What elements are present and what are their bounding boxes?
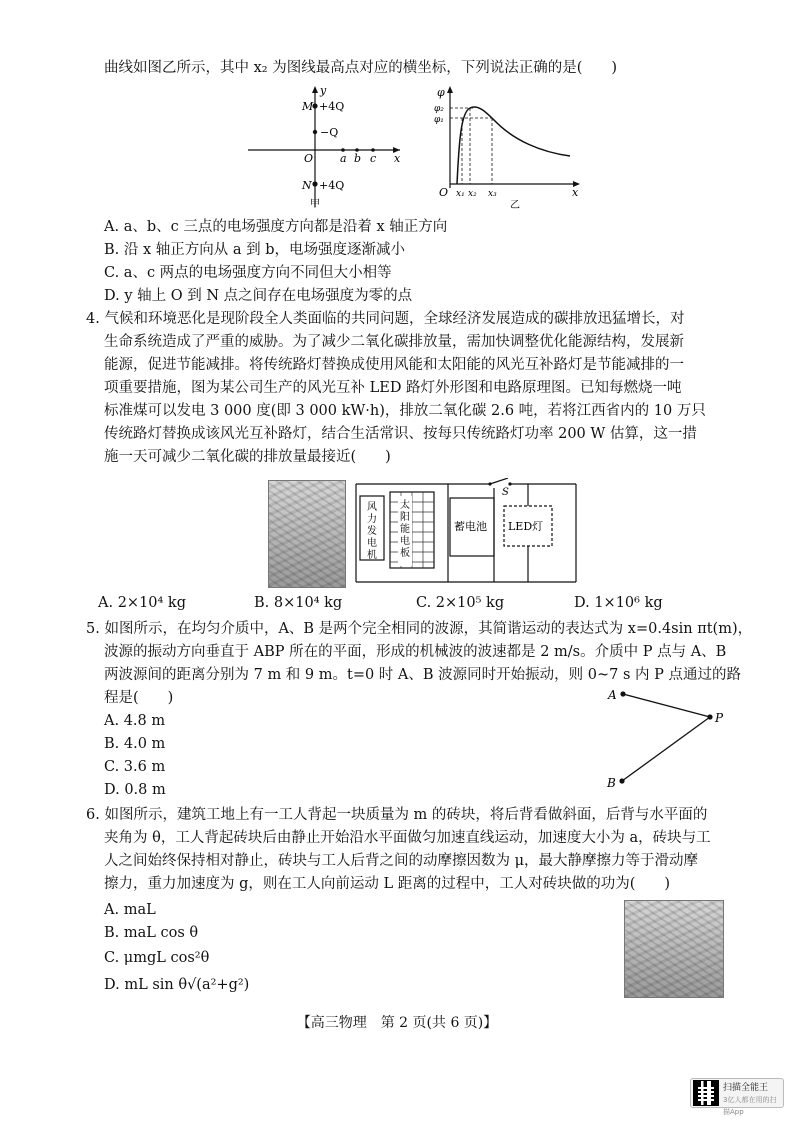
yi-phi2-label: φ₂ bbox=[434, 104, 444, 114]
q5-line-4: 程是( ) bbox=[104, 690, 174, 706]
yi-x3-label: x₃ bbox=[488, 189, 497, 199]
q5-line-2: 波源的振动方向垂直于 ABP 所在的平面，形成的机械波的波速都是 2 m/s。介质中 P 点与 A、B bbox=[104, 644, 727, 660]
q5-line-1: 5. 如图所示，在均匀介质中，A、B 是两个完全相同的波源，其简谐运动的表达式为 x=0.4sin πt(m)， bbox=[86, 621, 753, 637]
q4-line-4: 项重要措施，图为某公司生产的风光互补 LED 路灯外形图和电路原理图。已知每燃烧一吨 bbox=[104, 380, 682, 396]
jia-N-label: N bbox=[302, 179, 312, 192]
q5-option-d: D. 0.8 m bbox=[104, 782, 166, 798]
jia-q-top: +4Q bbox=[319, 100, 345, 113]
qr-code-icon bbox=[694, 1081, 718, 1105]
yi-x1-label: x₁ bbox=[456, 189, 465, 199]
circuit-led-label: LED灯 bbox=[508, 520, 544, 533]
page-footer: 【高三物理 第 2 页(共 6 页)】 bbox=[296, 1015, 498, 1031]
q4-option-d: D. 1×10⁶ kg bbox=[574, 595, 663, 611]
q3-stem: 曲线如图乙所示，其中 x₂ 为图线最高点对应的横坐标，下列说法正确的是( ) bbox=[104, 60, 618, 76]
q6-line-3: 人之间始终保持相对静止，砖块与工人后背之间的动摩擦因数为 μ，最大静摩擦力等于滑动摩 bbox=[104, 853, 699, 869]
circuit-wind-label: 风力发电机 bbox=[367, 502, 377, 561]
worker-photo bbox=[624, 900, 724, 998]
q6-option-b: B. maL cos θ bbox=[104, 925, 199, 941]
q4-line-2: 生命系统造成了严重的威胁。为了减少二氧化碳排放量，需加快调整优化能源结构，发展新 bbox=[104, 334, 684, 350]
yi-phi-label: φ bbox=[437, 86, 445, 99]
q3-option-d: D. y 轴上 O 到 N 点之间存在电场强度为零的点 bbox=[104, 288, 413, 304]
q4-line-5: 标准煤可以发电 3 000 度(即 3 000 kW·h)，排放二氧化碳 2.6 吨，若将江西省内的 10 万只 bbox=[104, 403, 706, 419]
q4-option-c: C. 2×10⁵ kg bbox=[416, 595, 505, 611]
circuit-solar-label: 太阳能电板 bbox=[400, 500, 410, 559]
yi-O-label: O bbox=[439, 186, 449, 199]
q4-line-6: 传统路灯替换成该风光互补路灯，结合生活常识、按每只传统路灯功率 200 W 估算，这一措 bbox=[104, 426, 697, 442]
fig5-P-label: P bbox=[715, 711, 724, 725]
q4-line-3: 能源，促进节能减排。将传统路灯替换成使用风能和太阳能的风光互补路灯是节能减排的一 bbox=[104, 357, 684, 373]
jia-c-label: c bbox=[370, 152, 377, 165]
q5-option-a: A. 4.8 m bbox=[104, 713, 166, 729]
q4-option-a: A. 2×10⁴ kg bbox=[98, 595, 187, 611]
jia-q-bottom: +4Q bbox=[319, 179, 345, 192]
figure-jia bbox=[240, 82, 410, 212]
streetlight-photo bbox=[268, 480, 346, 588]
jia-b-label: b bbox=[354, 152, 362, 165]
circuit-battery-label: 蓄电池 bbox=[454, 520, 487, 533]
jia-q-neg: −Q bbox=[320, 126, 339, 139]
q6-line-4: 擦力，重力加速度为 g，则在工人向前运动 L 距离的过程中，工人对砖块做的功为( ) bbox=[104, 876, 671, 892]
q5-option-c: C. 3.6 m bbox=[104, 759, 166, 775]
scanner-badge-title: 扫描全能王 bbox=[723, 1083, 769, 1093]
yi-phi1-label: φ₁ bbox=[434, 115, 444, 125]
fig5-B-label: B bbox=[607, 776, 616, 790]
circuit-diagram bbox=[350, 478, 580, 588]
q6-option-a: A. maL bbox=[104, 902, 156, 918]
q6-option-c: C. μmgL cos²θ bbox=[104, 950, 210, 966]
q3-option-b: B. 沿 x 轴正方向从 a 到 b，电场强度逐渐减小 bbox=[104, 242, 406, 258]
q6-line-1: 6. 如图所示，建筑工地上有一工人背起一块质量为 m 的砖块，将后背看做斜面，后背与水平面的 bbox=[86, 807, 708, 823]
jia-a-label: a bbox=[340, 152, 347, 165]
q5-line-3: 两波源间的距离分别为 7 m 和 9 m。t=0 时 A、B 波源同时开始振动，则 0~7 s 内 P 点通过的路 bbox=[104, 667, 741, 683]
circuit-switch-label: S bbox=[502, 487, 509, 498]
yi-caption: 乙 bbox=[510, 200, 520, 211]
figure-yi bbox=[430, 82, 585, 212]
figure-abp bbox=[598, 684, 738, 796]
jia-x-label: x bbox=[394, 152, 401, 165]
q4-line-1: 4. 气候和环境恶化是现阶段全人类面临的共同问题，全球经济发展造成的碳排放迅猛增长，对 bbox=[86, 311, 685, 327]
q3-option-a: A. a、b、c 三点的电场强度方向都是沿着 x 轴正方向 bbox=[104, 219, 448, 235]
q6-line-2: 夹角为 θ，工人背起砖块后由静止开始沿水平面做匀加速直线运动，加速度大小为 a，砖块与工 bbox=[104, 830, 711, 846]
scanner-badge-sub: 3亿人都在用的扫描App bbox=[723, 1096, 777, 1116]
q4-line-7: 施一天可减少二氧化碳的排放量最接近( ) bbox=[104, 449, 391, 465]
jia-O-label: O bbox=[304, 152, 314, 165]
jia-caption: 甲 bbox=[310, 199, 320, 210]
yi-x2-label: x₂ bbox=[468, 189, 477, 199]
scanner-badge bbox=[690, 1078, 784, 1116]
fig5-A-label: A bbox=[608, 688, 617, 702]
jia-y-label: y bbox=[320, 84, 327, 97]
q4-option-b: B. 8×10⁴ kg bbox=[254, 595, 343, 611]
q3-option-c: C. a、c 两点的电场强度方向不同但大小相等 bbox=[104, 265, 392, 281]
q6-option-d: D. mL sin θ√(a²+g²) bbox=[104, 977, 250, 993]
q5-option-b: B. 4.0 m bbox=[104, 736, 166, 752]
yi-x-label: x bbox=[572, 186, 579, 199]
jia-M-label: M bbox=[302, 100, 314, 113]
